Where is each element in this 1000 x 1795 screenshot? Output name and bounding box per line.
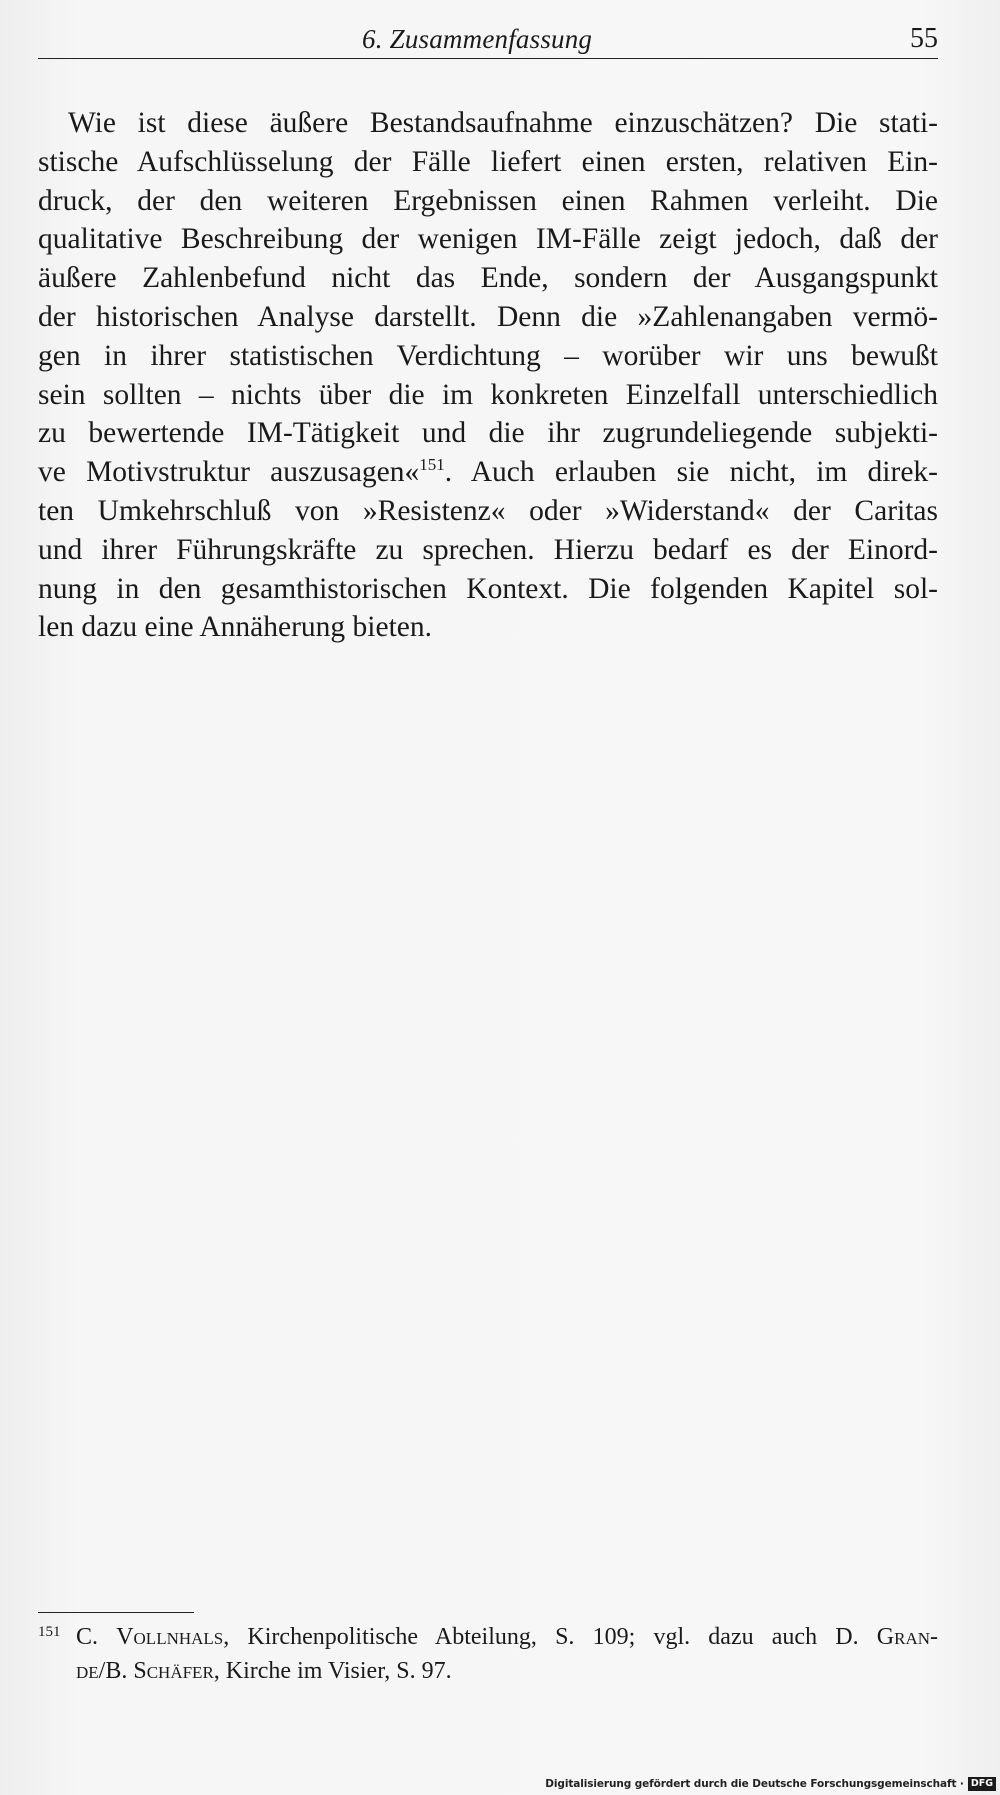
- text-segment: . Auch erlauben sie nicht, im direk-: [444, 456, 938, 489]
- footnote-section: [38, 1620, 938, 1688]
- author-name: Schäfer: [133, 1658, 214, 1684]
- text-line: stische Aufschlüsselung der Fälle liefert einen ersten, relativen Ein-: [38, 145, 938, 178]
- text-segment: , Kirche im Visier, S. 97.: [213, 1658, 452, 1684]
- text-segment: , Kirchenpolitische Abteilung, S. 109; vgl. dazu auch D.: [223, 1624, 877, 1650]
- author-name: Vollnhals: [116, 1624, 224, 1650]
- footnote-divider: [38, 1612, 194, 1613]
- text-line: und ihrer Führungskräfte zu sprechen. Hierzu bedarf es der Einord-: [38, 533, 938, 566]
- funding-notice: Digitalisierung gefördert durch die Deutsche Forschungsgemeinschaft ·: [545, 1778, 964, 1790]
- text-line: qualitative Beschreibung der wenigen IM-Fälle zeigt jedoch, daß der: [38, 223, 938, 256]
- footnote-text: [38, 1620, 938, 1688]
- running-head: [38, 22, 938, 59]
- author-name: Gran-: [876, 1624, 939, 1650]
- text-line: nung in den gesamthistorischen Kontext. Die folgenden Kapitel sol-: [38, 572, 938, 605]
- author-name: de: [76, 1658, 99, 1684]
- text-line: len dazu eine Annäherung bieten.: [38, 611, 433, 644]
- footnote-line: [76, 1654, 938, 1688]
- text-line: sein sollten – nichts über die im konkreten Einzelfall unterschiedlich: [38, 378, 938, 411]
- text-segment: /B.: [98, 1658, 134, 1684]
- digitization-credit: [545, 1776, 996, 1792]
- text-line: gen in ihrer statistischen Verdichtung – worüber wir uns bewußt: [38, 339, 938, 372]
- text-line: der historischen Analyse darstellt. Denn die »Zahlenangaben vermö-: [38, 300, 938, 333]
- chapter-title: 6. Zusammenfassung: [362, 24, 593, 54]
- text-line: Wie ist diese äußere Bestandsaufnahme einzuschätzen? Die stati-: [68, 107, 938, 139]
- text-segment: C.: [76, 1624, 117, 1650]
- text-segment: ve Motivstruktur auszusagen«: [38, 456, 420, 489]
- text-line: äußere Zahlenbefund nicht das Ende, sondern der Ausgangspunkt: [38, 262, 938, 295]
- text-line: zu bewertende IM-Tätigkeit und die ihr zugrundeliegende subjekti-: [38, 417, 938, 450]
- footnote-number: 151: [38, 1624, 61, 1640]
- text-line: ten Umkehrschluß von »Resistenz« oder »Widerstand« der Caritas: [38, 494, 938, 527]
- body-paragraph: [38, 104, 938, 647]
- text-line: druck, der den weiteren Ergebnissen einen Rahmen verleiht. Die: [38, 184, 938, 217]
- page-number: 55: [910, 23, 938, 54]
- dfg-logo: DFG: [968, 1777, 996, 1791]
- footnote-reference[interactable]: 151: [419, 455, 445, 475]
- footnote-line: [76, 1620, 938, 1654]
- text-line-with-footnote-ref: [38, 453, 938, 492]
